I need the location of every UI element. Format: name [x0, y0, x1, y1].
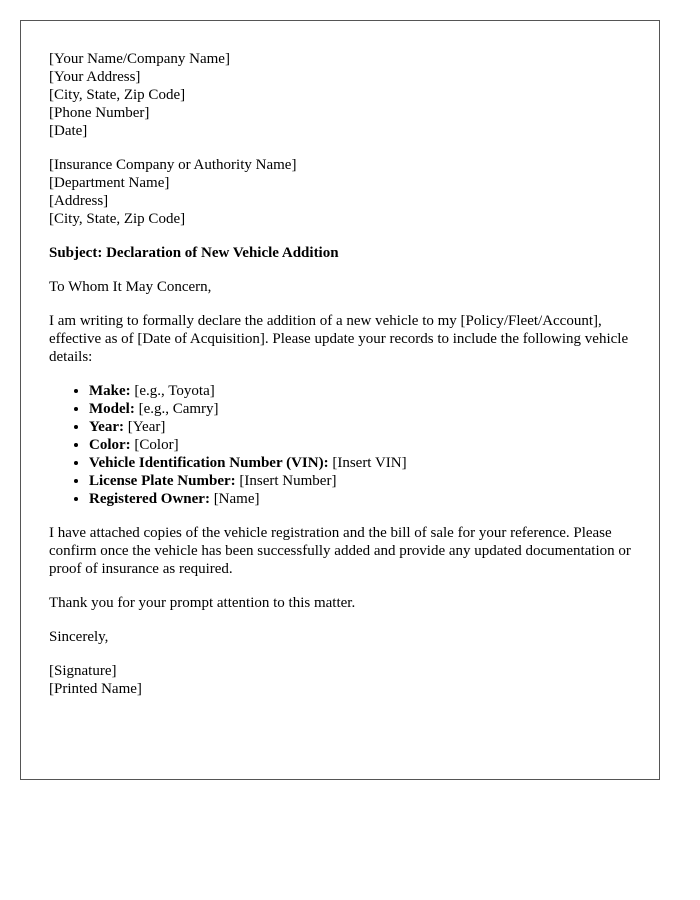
intro-paragraph: I am writing to formally declare the addition of a new vehicle to my [Policy/Fleet/Account], effective as of [Date of Acquisition]. Please update your records to include the following vehicle details:: [49, 313, 629, 365]
recipient-block: [49, 156, 631, 228]
letter-page: [20, 20, 660, 780]
detail-value: [Insert Number]: [239, 473, 337, 489]
detail-label: Registered Owner:: [89, 491, 210, 507]
detail-value: [Color]: [134, 437, 179, 453]
list-item: [89, 418, 631, 436]
sender-city: [City, State, Zip Code]: [49, 87, 186, 103]
closing: Sincerely,: [49, 629, 109, 645]
recipient-city: [City, State, Zip Code]: [49, 211, 186, 227]
attachment-paragraph: I have attached copies of the vehicle registration and the bill of sale for your reference. Please confirm once the vehicle has been successfully added and provide any updated documentation or proof of insurance as required.: [49, 525, 631, 577]
list-item: [89, 472, 631, 490]
detail-value: [e.g., Camry]: [138, 401, 219, 417]
recipient-address: [Address]: [49, 193, 109, 209]
list-item: [89, 400, 631, 418]
sender-name: [Your Name/Company Name]: [49, 51, 230, 67]
sender-phone: [Phone Number]: [49, 105, 150, 121]
detail-label: Make:: [89, 383, 131, 399]
detail-label: Model:: [89, 401, 135, 417]
sender-block: [49, 50, 631, 140]
signature-block: [49, 662, 631, 698]
list-item: [89, 454, 631, 472]
vehicle-details-list: [49, 382, 631, 508]
sender-date: [Date]: [49, 123, 88, 139]
detail-label: Year:: [89, 419, 124, 435]
detail-label: License Plate Number:: [89, 473, 236, 489]
signature: [Signature]: [49, 663, 117, 679]
subject-line: Subject: Declaration of New Vehicle Addition: [49, 245, 339, 261]
detail-label: Color:: [89, 437, 131, 453]
printed-name: [Printed Name]: [49, 681, 142, 697]
detail-value: [e.g., Toyota]: [134, 383, 215, 399]
detail-label: Vehicle Identification Number (VIN):: [89, 455, 329, 471]
salutation: To Whom It May Concern,: [49, 279, 212, 295]
sender-address: [Your Address]: [49, 69, 141, 85]
detail-value: [Insert VIN]: [332, 455, 407, 471]
detail-value: [Year]: [127, 419, 166, 435]
list-item: [89, 436, 631, 454]
list-item: [89, 382, 631, 400]
recipient-department: [Department Name]: [49, 175, 170, 191]
list-item: [89, 490, 631, 508]
detail-value: [Name]: [213, 491, 260, 507]
recipient-name: [Insurance Company or Authority Name]: [49, 157, 297, 173]
thanks-paragraph: Thank you for your prompt attention to this matter.: [49, 595, 356, 611]
